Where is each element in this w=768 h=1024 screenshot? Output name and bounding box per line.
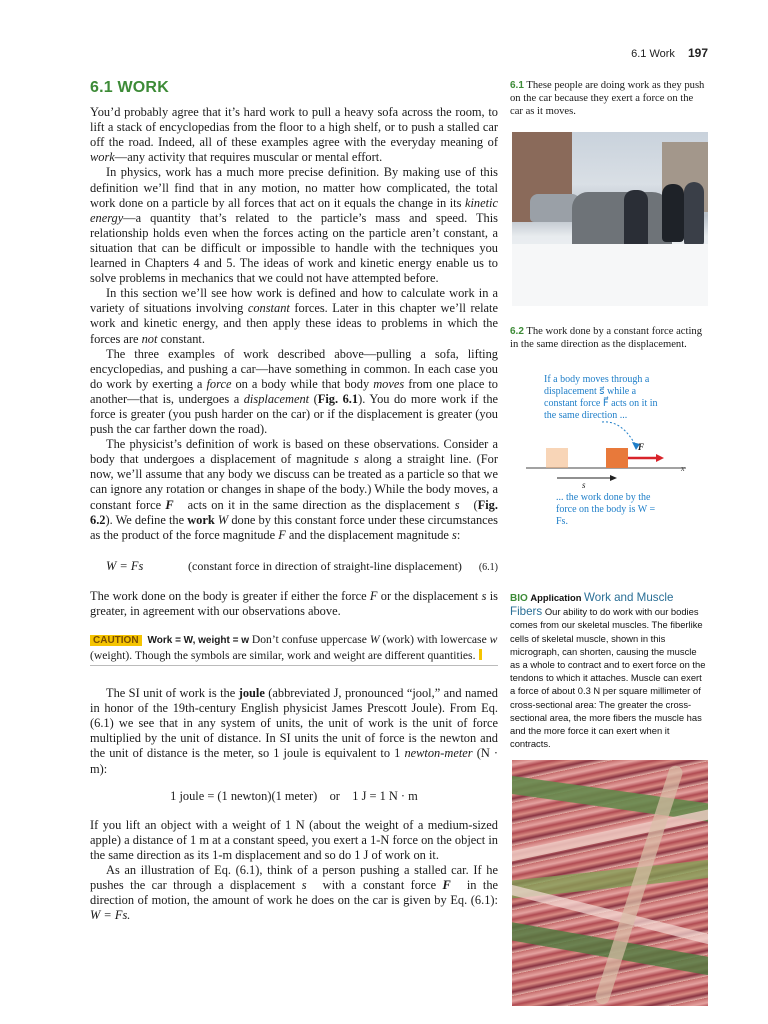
section-title: 6.1 WORK <box>90 79 169 96</box>
figure-6-2-caption: 6.2 The work done by a constant force acting in the same direction as the displacement. <box>510 326 702 350</box>
paragraph-8: If you lift an object with a weight of 1 N (about the weight of a medium-sized apple) a distance of 1 m at a constant speed, you exert a 1-N force on the object in the same direction as its 1-m displacement and so do 1 J of work on it. <box>90 817 498 862</box>
paragraph-7: The SI unit of work is the joule (abbreviated J, pronounced “jool,” and named in honor of the 19th-century English physicist James Prescott Joule). From Eq. (6.1) we see that in any system of units, the unit of work is the unit of force multiplied by the unit of distance. In SI units the unit of force is the newton and the unit of distance is the meter, so 1 joule is equivalent to 1 newton-meter (N · m): <box>90 686 498 776</box>
running-head <box>631 46 708 60</box>
caution-box: CAUTION Work = W, weight = w Don’t confuse uppercase W (work) with lowercase w (weight). Though the symbols are similar, work and weight are different quantities. <box>90 633 498 666</box>
bio-text: Our ability to do work with our bodies comes from our skeletal muscles. The fiberlike cells of skeletal muscle, shown in this micrograph, can shorten, causing the muscle as a whole to contract and to exert force on the tendons to which it attaches. Muscle can exert a force of about 0.3 N per square millimeter of cross-sectional area: The greater the cross-sectional area, the more fibers the muscle has and the more force it can exert when it contracts. <box>510 606 706 750</box>
photo-person <box>684 182 704 246</box>
displacement-arrowhead <box>610 475 617 481</box>
application-label: Application <box>530 592 582 603</box>
displacement-label: s⃗ <box>582 480 593 490</box>
main-column <box>90 80 498 923</box>
figure-6-2-label-top: If a body moves through a displacement s⃗ while a constant force F⃗ acts on it in the same direction ... <box>544 374 658 421</box>
bio-application <box>510 591 708 750</box>
figure-ref-6-1[interactable]: Fig. 6.1 <box>317 391 359 406</box>
muscle-micrograph <box>512 760 708 1006</box>
figure-6-2-label-bottom: ... the work done by the force on the body is W = Fs. <box>556 492 656 527</box>
equation-number: (6.1) <box>478 561 498 573</box>
dotted-pointer <box>602 422 636 446</box>
x-axis-label: x <box>681 464 685 473</box>
figure-6-1-number: 6.1 <box>510 80 524 91</box>
photo-snow <box>512 244 708 306</box>
running-head-section: 6.1 Work <box>631 48 675 60</box>
figure-ref-6-2[interactable]: Fig. 6.2 <box>90 497 498 527</box>
bio-tag: BIO <box>510 593 528 604</box>
paragraph-1: You’d probably agree that it’s hard work to pull a heavy sofa across the room, to lift a stack of encyclopedias from the floor to a high shelf, or to push a stalled car off the road. Indeed, all of these examples agree with the everyday meaning of work—any activity that requires muscular or mental effort. <box>90 105 498 165</box>
paragraph-9: As an illustration of Eq. (6.1), think of a person pushing a stalled car. If he pushes the car through a displacement s⃗ with a constant force F⃗ in the direction of motion, the amount of work he does on the car is given by Eq. (6.1): W = Fs. <box>90 863 499 923</box>
figure-6-2-number: 6.2 <box>510 326 524 337</box>
photo-stalled-car <box>572 192 672 252</box>
paragraph-2: In physics, work has a much more precise definition. By making use of this definition we’ll find that in any motion, no matter how complicated, the total work done on a particle by all forces that act on it equals the change in its kinetic energy—a quantity that’s related to the particle’s mass and speed. This relationship holds even when the forces acting on the particle aren’t constant, a situation that can be difficult or impossible to handle with the techniques you learned in Chapters 4 and 5. The ideas of work and kinetic energy enable us to solve problems in mechanics that we could not have attempted before. <box>90 165 498 286</box>
equation-description: (constant force in direction of straight-line displacement) <box>188 558 462 573</box>
force-label: F⃗ <box>638 442 652 452</box>
block-final <box>606 448 628 468</box>
page-number: 197 <box>687 46 708 60</box>
figure-6-1-caption: 6.1 These people are doing work as they push on the car because they exert a force on the car as it moves. <box>510 80 705 117</box>
photo-person <box>624 190 648 252</box>
bio-title: Work and Muscle Fibers <box>510 591 674 619</box>
caution-tag: CAUTION <box>90 635 142 646</box>
force-arrowhead <box>656 454 664 462</box>
caution-end-marker <box>479 649 482 660</box>
equation-joule: 1 joule = (1 newton)(1 meter) or 1 J = 1 N · m <box>170 788 418 803</box>
block-initial <box>546 448 568 468</box>
paragraph-4: The three examples of work described above—pulling a sofa, lifting encyclopedias, and pushing a car—have something in common. In each case you do work by exerting a force on a body while that body moves from one place to another—that is, undergoes a displacement (Fig. 6.1). You do more work if the force is greater (you push harder on the car) or if the displacement is greater (you push the car farther down the road). <box>90 346 499 437</box>
caution-title: Work = W, weight = w <box>147 635 249 647</box>
paragraph-3: In this section we’ll see how work is defined and how to calculate work in a variety of situations involving constant forces. Later in this chapter we’ll relate work and kinetic energy, and then apply these ideas to problems in which the forces are not constant. <box>90 286 498 346</box>
photo-person <box>662 184 684 242</box>
paragraph-6: The work done on the body is greater if either the force F or the displacement s is greater, in agreement with our observations above. <box>90 588 498 618</box>
paragraph-5: The physicist’s definition of work is based on these observations. Consider a body that undergoes a displacement of magnitude s along a straight line. (For now, we’ll assume that any body we discuss can be treated as a particle so that we can ignore any rotation or changes in shape of the body.) While the body moves, a constant force F⃗ acts on it in the same direction as the displacement s⃗ (Fig. 6.2). We define the work W done by this constant force under these circumstances as the product of the force magnitude F and the displacement magnitude s: <box>90 437 498 542</box>
equation-lhs: W = Fs <box>106 558 144 573</box>
figure-6-2-diagram <box>510 370 708 530</box>
equation-6-1 <box>90 559 498 575</box>
figure-6-1-photo <box>512 132 708 306</box>
